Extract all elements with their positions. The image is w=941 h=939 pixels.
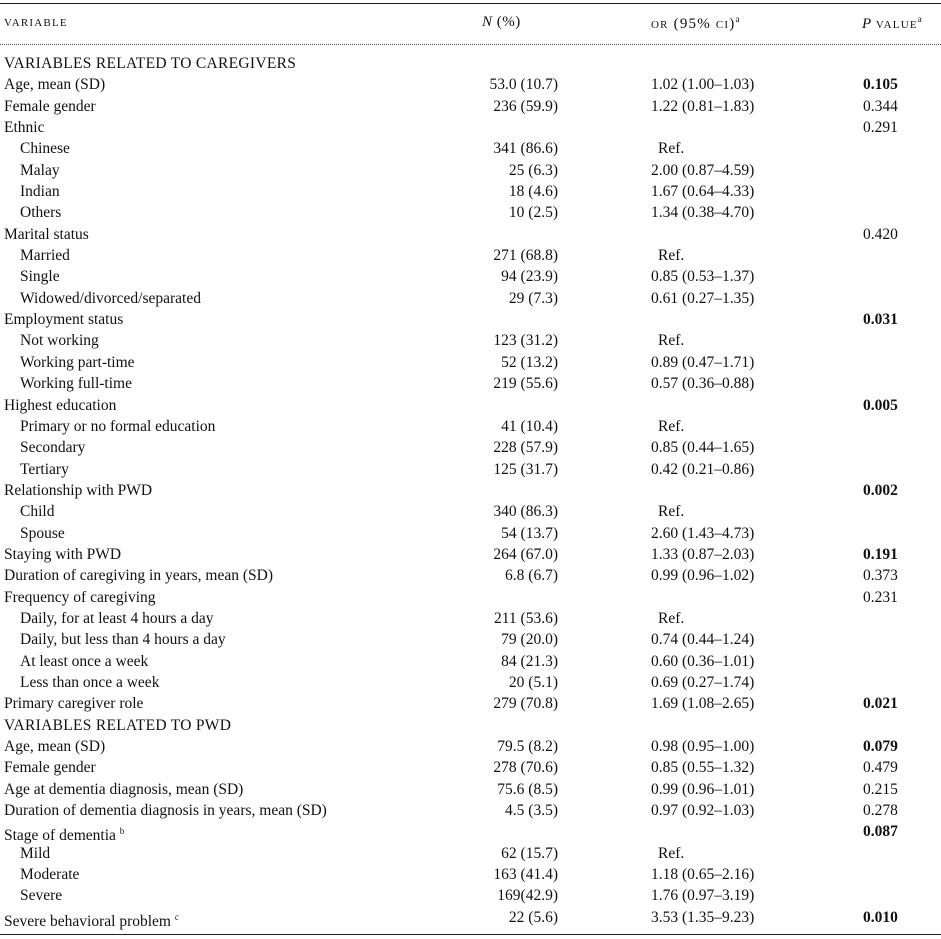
header-rule (0, 44, 941, 45)
section-row (0, 715, 941, 736)
p-value-cell: 0.420 (863, 225, 898, 243)
variable-label-text: Secondary (20, 439, 86, 457)
table-row (0, 907, 941, 928)
odds-ratio-cell: 2.00 (0.87–4.59) (651, 161, 755, 179)
table-row (0, 885, 941, 906)
variable-label-text: Chinese (20, 140, 70, 158)
variable-label (20, 138, 70, 159)
table-row (0, 565, 941, 586)
variable-label (4, 587, 156, 608)
variable-label-text: Age, mean (SD) (4, 76, 106, 94)
variable-label (20, 437, 85, 458)
table-row (0, 245, 941, 266)
p-value-cell: 0.479 (863, 759, 898, 777)
odds-ratio-cell: 1.76 (0.97–3.19) (651, 887, 755, 905)
n-percent-cell: 52 (13.2) (501, 353, 558, 371)
footnote-marker: b (119, 826, 125, 837)
variable-label-text: Working full-time (20, 375, 132, 393)
odds-ratio-cell: 1.33 (0.87–2.03) (651, 545, 755, 563)
table-row (0, 74, 941, 95)
variable-label (4, 117, 44, 138)
n-percent-cell: 20 (5.1) (508, 673, 558, 691)
odds-ratio-cell: 0.69 (0.27–1.74) (651, 673, 755, 691)
p-value-cell: 0.278 (863, 802, 898, 820)
p-value-cell: 0.021 (863, 695, 898, 713)
p-value-cell: 0.010 (863, 908, 898, 926)
variable-label (4, 224, 89, 245)
variable-label-text: Primary caregiver role (4, 695, 144, 713)
table-row (0, 266, 941, 287)
p-value-cell: 0.344 (863, 97, 898, 115)
section-label (4, 715, 231, 736)
odds-ratio-cell: 0.61 (0.27–1.35) (651, 289, 755, 307)
variable-label-text: Severe behavioral problem (4, 912, 171, 930)
n-percent-cell: 62 (15.7) (501, 844, 558, 862)
variable-label (20, 651, 148, 672)
variable-label (4, 565, 273, 586)
table-row (0, 352, 941, 373)
table-row (0, 309, 941, 330)
variable-label (4, 395, 116, 416)
n-percent-cell: 94 (23.9) (501, 268, 558, 286)
table-row (0, 587, 941, 608)
odds-ratio-cell: Ref. (658, 844, 685, 862)
n-percent-cell: 340 (86.3) (493, 503, 558, 521)
header-n-pct: (%) (496, 14, 521, 30)
n-percent-cell: 53.0 (10.7) (489, 76, 558, 94)
p-value-cell: 0.002 (863, 481, 898, 499)
variable-label (4, 480, 152, 501)
n-percent-cell: 211 (53.6) (494, 609, 558, 627)
variable-label-text: Not working (20, 332, 99, 350)
variable-label (4, 309, 123, 330)
odds-ratio-cell: 1.02 (1.00–1.03) (651, 76, 755, 94)
table-row (0, 373, 941, 394)
table-row (0, 672, 941, 693)
n-percent-cell: 271 (68.8) (493, 247, 558, 265)
header-or (651, 14, 740, 33)
n-percent-cell: 278 (70.6) (493, 759, 558, 777)
odds-ratio-cell: Ref. (658, 247, 685, 265)
variable-label-text: Age at dementia diagnosis, mean (SD) (4, 780, 244, 798)
n-percent-cell: 22 (5.6) (508, 908, 558, 926)
variable-label-text: Widowed/divorced/separated (20, 289, 201, 307)
table-row (0, 117, 941, 138)
odds-ratio-cell: 0.57 (0.36–0.88) (651, 375, 755, 393)
variable-label-text: Stage of dementia (4, 827, 116, 845)
variable-label-text: Spouse (20, 524, 65, 542)
n-percent-cell: 75.6 (8.5) (497, 780, 558, 798)
odds-ratio-cell: Ref. (658, 140, 685, 158)
variable-label (4, 74, 105, 95)
variable-label (20, 288, 201, 309)
table-row (0, 202, 941, 223)
variable-label-text: Mild (20, 844, 51, 862)
table-row (0, 608, 941, 629)
table-row (0, 864, 941, 885)
odds-ratio-cell: 0.74 (0.44–1.24) (651, 631, 755, 649)
variable-label-text: Married (20, 247, 70, 265)
p-value-cell: 0.031 (863, 311, 898, 329)
n-percent-cell: 41 (10.4) (501, 417, 558, 435)
variable-label-text: Marital status (4, 225, 89, 243)
variable-label (4, 693, 143, 714)
n-percent-cell: 236 (59.9) (493, 97, 558, 115)
variable-label-text: Others (20, 204, 62, 222)
p-value-cell: 0.215 (863, 780, 898, 798)
variable-label-text: Ethnic (4, 119, 45, 137)
variable-label (4, 800, 327, 821)
variable-label (20, 608, 214, 629)
variable-label-text: Moderate (20, 866, 80, 884)
n-percent-cell: 29 (7.3) (508, 289, 558, 307)
n-percent-cell: 228 (57.9) (493, 439, 558, 457)
header-variable: variable (4, 14, 68, 30)
p-value-cell: 0.087 (863, 823, 898, 841)
variable-label-text: At least once a week (20, 652, 149, 670)
odds-ratio-cell: 0.99 (0.96–1.02) (651, 567, 755, 585)
odds-ratio-cell: 1.34 (0.38–4.70) (651, 204, 755, 222)
odds-ratio-cell: Ref. (658, 332, 685, 350)
table-row (0, 843, 941, 864)
variable-label-text: Single (20, 268, 60, 286)
variable-label-text: Malay (20, 161, 60, 179)
variable-label-text: Employment status (4, 311, 124, 329)
variable-label (20, 160, 60, 181)
table-row (0, 138, 941, 159)
variable-label (4, 736, 105, 757)
n-percent-cell: 341 (86.6) (493, 140, 558, 158)
header-p (862, 14, 922, 33)
table-row (0, 693, 941, 714)
odds-ratio-cell: Ref. (658, 417, 685, 435)
variable-label (20, 459, 69, 480)
table-row (0, 523, 941, 544)
variable-label (20, 373, 132, 394)
top-rule (0, 3, 941, 4)
variable-label (20, 202, 61, 223)
odds-ratio-cell: 0.85 (0.44–1.65) (651, 439, 755, 457)
n-percent-cell: 25 (6.3) (508, 161, 558, 179)
p-value-cell: 0.105 (863, 76, 898, 94)
section-row (0, 53, 941, 74)
variable-label (20, 352, 135, 373)
odds-ratio-cell: 0.42 (0.21–0.86) (651, 460, 755, 478)
odds-ratio-cell: 1.18 (0.65–2.16) (651, 866, 755, 884)
variable-label-text: Working part-time (20, 353, 135, 371)
header-p-value-word: value (875, 16, 918, 32)
p-value-cell: 0.231 (863, 588, 898, 606)
variable-label (20, 416, 215, 437)
variable-label-text: Frequency of caregiving (4, 588, 156, 606)
table-row (0, 779, 941, 800)
table-row (0, 437, 941, 458)
variable-label-text: Age, mean (SD) (4, 738, 106, 755)
odds-ratio-cell: 0.60 (0.36–1.01) (651, 652, 755, 670)
p-value-cell: 0.079 (863, 738, 898, 755)
variable-label-text: Primary or no formal education (20, 417, 216, 435)
variable-label-text: VARIABLES RELATED TO PWD (4, 716, 232, 734)
variable-label (20, 266, 60, 287)
odds-ratio-cell: 3.53 (1.35–9.23) (651, 908, 755, 926)
table-row (0, 757, 941, 778)
variable-label-text: Relationship with PWD (4, 481, 153, 499)
variable-label (20, 501, 54, 522)
n-percent-cell: 4.5 (3.5) (505, 802, 558, 820)
variable-label-text: Daily, for at least 4 hours a day (20, 609, 214, 627)
table-body (0, 53, 941, 928)
header-n-label: N (482, 14, 493, 30)
n-percent-cell: 169(42.9) (497, 887, 558, 905)
odds-ratio-cell: 0.89 (0.47–1.71) (651, 353, 755, 371)
table-row (0, 181, 941, 202)
variable-label-text: Female gender (4, 759, 96, 777)
variable-label (20, 843, 50, 864)
n-percent-cell: 54 (13.7) (501, 524, 558, 542)
variable-label-text: Child (20, 503, 55, 521)
p-value-cell: 0.291 (863, 119, 898, 137)
header-or-label: or (95% ci) (651, 16, 736, 32)
odds-ratio-cell: 1.69 (1.08–2.65) (651, 695, 755, 713)
n-percent-cell: 264 (67.0) (493, 545, 558, 563)
variable-label (20, 629, 226, 650)
variable-label-text: Duration of caregiving in years, mean (SD) (4, 567, 274, 585)
variable-label (4, 96, 96, 117)
header-p-footnote: a (917, 14, 923, 24)
variable-label (20, 885, 62, 906)
n-percent-cell: 219 (55.6) (493, 375, 558, 393)
odds-ratio-cell: 0.98 (0.95–1.00) (651, 738, 755, 755)
header-n (482, 14, 521, 31)
table-row (0, 629, 941, 650)
odds-ratio-cell: 0.85 (0.53–1.37) (651, 268, 755, 286)
variable-label-text: Daily, but less than 4 hours a day (20, 631, 226, 649)
section-label (4, 53, 296, 74)
footnote-marker: c (174, 911, 179, 922)
table-row (0, 416, 941, 437)
odds-ratio-cell: 1.22 (0.81–1.83) (651, 97, 755, 115)
odds-ratio-cell: 0.97 (0.92–1.03) (651, 802, 755, 820)
p-value-cell: 0.005 (863, 396, 898, 414)
n-percent-cell: 18 (4.6) (508, 183, 558, 201)
odds-ratio-cell: 0.85 (0.55–1.32) (651, 759, 755, 777)
n-percent-cell: 84 (21.3) (501, 652, 558, 670)
header-p-label: P (862, 16, 872, 32)
variable-label (4, 757, 96, 778)
p-value-cell: 0.373 (863, 567, 898, 585)
variable-label-text: Female gender (4, 97, 96, 115)
variable-label (4, 779, 243, 800)
n-percent-cell: 79.5 (8.2) (497, 738, 558, 755)
n-percent-cell: 79 (20.0) (501, 631, 558, 649)
variable-label-text: VARIABLES RELATED TO CAREGIVERS (4, 55, 297, 72)
variable-label-text: Indian (20, 183, 60, 201)
variable-label-text: Highest education (4, 396, 117, 414)
odds-ratio-cell: 1.67 (0.64–4.33) (651, 183, 755, 201)
variable-label (20, 672, 159, 693)
p-value-cell: 0.191 (863, 545, 898, 563)
variable-label-text: Duration of dementia diagnosis in years, mean (SD) (4, 802, 327, 820)
table-row (0, 821, 941, 845)
variable-label-text: Staying with PWD (4, 545, 122, 563)
variable-label-text: Severe (20, 887, 63, 905)
variable-label (20, 330, 99, 351)
variable-label (20, 523, 65, 544)
odds-ratio-cell: Ref. (658, 609, 685, 627)
variable-label (4, 907, 179, 932)
table-row (0, 224, 941, 245)
table-row (0, 459, 941, 480)
table-row (0, 800, 941, 821)
n-percent-cell: 123 (31.2) (493, 332, 558, 350)
table-row (0, 96, 941, 117)
variable-label (20, 245, 70, 266)
n-percent-cell: 10 (2.5) (508, 204, 558, 222)
odds-ratio-cell: 0.99 (0.96–1.01) (651, 780, 755, 798)
table-row (0, 651, 941, 672)
table-row (0, 160, 941, 181)
variable-label-text: Less than once a week (20, 673, 160, 691)
table-row (0, 288, 941, 309)
variable-label-text: Tertiary (20, 460, 69, 478)
table-row (0, 544, 941, 565)
variable-label (20, 181, 60, 202)
odds-ratio-cell: 2.60 (1.43–4.73) (651, 524, 755, 542)
bottom-rule (0, 934, 941, 935)
table-row (0, 395, 941, 416)
table-row (0, 736, 941, 757)
table-row (0, 480, 941, 501)
n-percent-cell: 6.8 (6.7) (505, 567, 558, 585)
table-row (0, 501, 941, 522)
n-percent-cell: 125 (31.7) (493, 460, 558, 478)
variable-label (4, 544, 121, 565)
header-or-footnote: a (735, 14, 740, 24)
n-percent-cell: 163 (41.4) (493, 866, 558, 884)
n-percent-cell: 279 (70.8) (493, 695, 558, 713)
variable-label (20, 864, 79, 885)
table-row (0, 330, 941, 351)
odds-ratio-cell: Ref. (658, 503, 685, 521)
